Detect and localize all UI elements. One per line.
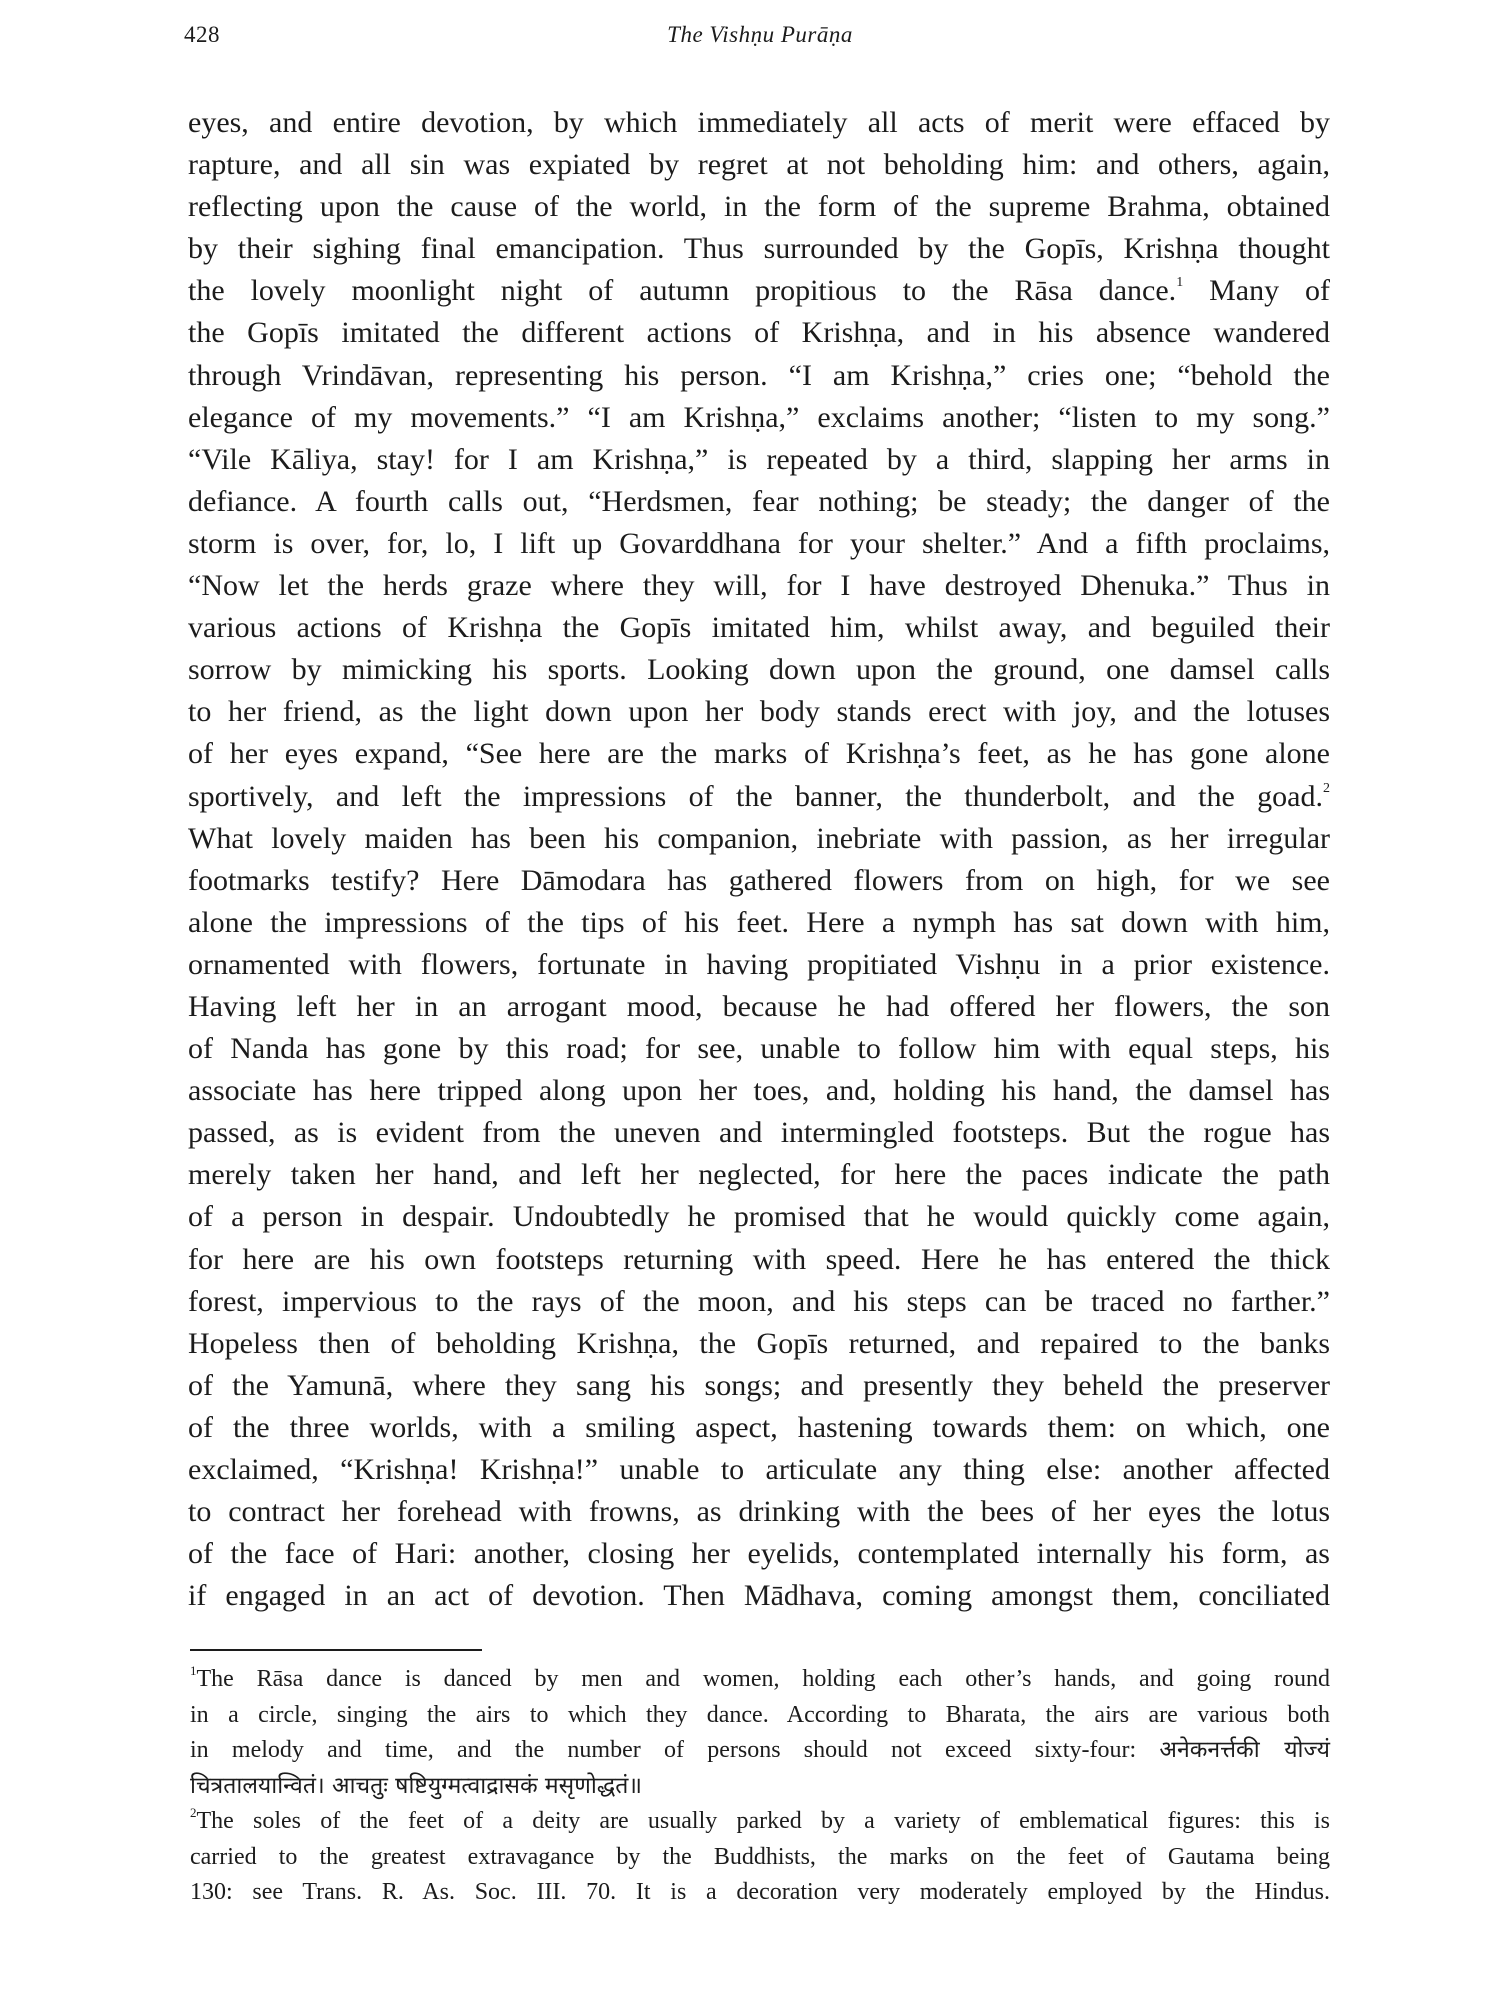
body-line: if engaged in an act of devotion. Then Mādhava, coming amongst them, conciliated bbox=[188, 1579, 1330, 1613]
body-line-text-after-note: Many of bbox=[1183, 274, 1330, 308]
body-line: defiance. A fourth calls out, “Herdsmen, fear nothing; be steady; the danger of the bbox=[188, 484, 1330, 518]
body-line: “Now let the herds graze where they will, for I have destroyed Dhenuka.” Thus in bbox=[188, 569, 1330, 603]
footnote-1-line bbox=[190, 1733, 1330, 1769]
body-line: the Gopīs imitated the different actions of Krishṇa, and in his absence wandered bbox=[188, 316, 1330, 350]
footnote-1-sanskrit-verse: चित्रतालयान्वितं। आचतुः षष्टियुग्मत्वाद्रासकं मसृणोद्धतं॥ bbox=[190, 1772, 643, 1799]
body-line: storm is over, for, lo, I lift up Govarddhana for your shelter.” And a fifth proclaims, bbox=[188, 526, 1330, 560]
body-line: various actions of Krishṇa the Gopīs imitated him, whilst away, and beguiled their bbox=[188, 611, 1330, 645]
body-line: forest, impervious to the rays of the moon, and his steps can be traced no farther.” bbox=[188, 1284, 1330, 1318]
footnote-2-text: The soles of the feet of a deity are usually parked by a variety of emblematical figures: this is bbox=[196, 1808, 1330, 1834]
footnote-2-marker: 2 bbox=[190, 1805, 197, 1820]
footnote-1-marker: 1 bbox=[190, 1663, 197, 1678]
footnote-2-line bbox=[190, 1804, 1330, 1840]
footnote-1-text: in melody and time, and the number of persons should not exceed sixty-four: bbox=[190, 1737, 1160, 1763]
body-line: reflecting upon the cause of the world, in the form of the supreme Brahma, obtained bbox=[188, 190, 1330, 224]
footnote-1-line: in a circle, singing the airs to which they dance. According to Bharata, the airs are various both bbox=[190, 1701, 1330, 1728]
body-line-with-note-1 bbox=[188, 270, 1330, 312]
footnote-reference-2: 2 bbox=[1323, 780, 1330, 796]
footnote-divider bbox=[190, 1649, 482, 1651]
body-line: Having left her in an arrogant mood, because he had offered her flowers, the son bbox=[188, 989, 1330, 1023]
body-line-text: sportively, and left the impressions of the banner, the thunderbolt, and the goad. bbox=[188, 779, 1323, 813]
body-line: elegance of my movements.” “I am Krishṇa,” exclaims another; “listen to my song.” bbox=[188, 400, 1330, 434]
body-line: of her eyes expand, “See here are the marks of Krishṇa’s feet, as he has gone alone bbox=[188, 737, 1330, 771]
body-line: through Vrindāvan, representing his person. “I am Krishṇa,” cries one; “behold the bbox=[188, 358, 1330, 392]
body-line: of the Yamunā, where they sang his songs; and presently they beheld the preserver bbox=[188, 1368, 1330, 1402]
footnote-1-text: The Rāsa dance is danced by men and women, holding each other’s hands, and going round bbox=[196, 1666, 1330, 1692]
body-line: Hopeless then of beholding Krishṇa, the Gopīs returned, and repaired to the banks bbox=[188, 1326, 1330, 1360]
body-line: to contract her forehead with frowns, as drinking with the bees of her eyes the lotus bbox=[188, 1495, 1330, 1529]
running-title: The Vishṇu Purāṇa bbox=[667, 22, 853, 47]
page-number: 428 bbox=[184, 22, 220, 47]
body-line: “Vile Kāliya, stay! for I am Krishṇa,” is repeated by a third, slapping her arms in bbox=[188, 442, 1330, 476]
footnote-2-line: 130: see Trans. R. As. Soc. III. 70. It is a decoration very moderately employed by the Hindus. bbox=[190, 1879, 1330, 1905]
footnote-2-line: carried to the greatest extravagance by the Buddhists, the marks on the feet of Gautama being bbox=[190, 1843, 1330, 1870]
running-head bbox=[184, 22, 1336, 62]
body-text bbox=[188, 102, 1330, 1617]
footnote-reference-1: 1 bbox=[1176, 275, 1184, 291]
body-line: for here are his own footsteps returning with speed. Here he has entered the thick bbox=[188, 1242, 1330, 1276]
footnote-1-sanskrit-verse: अनेकनर्त्तकी योज्यं bbox=[1159, 1737, 1331, 1763]
body-line: ornamented with flowers, fortunate in having propitiated Vishṇu in a prior existence. bbox=[188, 947, 1330, 981]
body-line: of Nanda has gone by this road; for see, unable to follow him with equal steps, his bbox=[188, 1032, 1330, 1066]
body-line: passed, as is evident from the uneven and intermingled footsteps. But the rogue has bbox=[188, 1116, 1330, 1150]
body-line-text: the lovely moonlight night of autumn propitious to the Rāsa dance. bbox=[188, 274, 1177, 308]
body-line: What lovely maiden has been his companion, inebriate with passion, as her irregular bbox=[188, 821, 1330, 855]
body-line: associate has here tripped along upon her toes, and, holding his hand, the damsel has bbox=[188, 1074, 1330, 1108]
body-line: of a person in despair. Undoubtedly he promised that he would quickly come again, bbox=[188, 1200, 1330, 1234]
footnote-1-sanskrit-line bbox=[190, 1769, 1330, 1805]
body-line: sorrow by mimicking his sports. Looking down upon the ground, one damsel calls bbox=[188, 653, 1330, 687]
body-line: of the face of Hari: another, closing her eyelids, contemplated internally his form, as bbox=[188, 1537, 1330, 1571]
body-line: by their sighing final emancipation. Thus surrounded by the Gopīs, Krishṇa thought bbox=[188, 232, 1330, 266]
body-line: rapture, and all sin was expiated by regret at not beholding him: and others, again, bbox=[188, 148, 1330, 182]
body-line: footmarks testify? Here Dāmodara has gathered flowers from on high, for we see bbox=[188, 863, 1330, 897]
body-line: of the three worlds, with a smiling aspect, hastening towards them: on which, one bbox=[188, 1410, 1330, 1444]
body-line: to her friend, as the light down upon her body stands erect with joy, and the lotuses bbox=[188, 695, 1330, 729]
body-line: merely taken her hand, and left her neglected, for here the paces indicate the path bbox=[188, 1158, 1330, 1192]
footnote-1-line bbox=[190, 1662, 1330, 1698]
footnotes bbox=[190, 1662, 1330, 1911]
body-line: exclaimed, “Krishṇa! Krishṇa!” unable to articulate any thing else: another affected bbox=[188, 1453, 1330, 1486]
body-line: eyes, and entire devotion, by which immediately all acts of merit were effaced by bbox=[188, 106, 1330, 139]
body-line-with-note-2 bbox=[188, 776, 1330, 818]
body-line: alone the impressions of the tips of his feet. Here a nymph has sat down with him, bbox=[188, 905, 1330, 939]
